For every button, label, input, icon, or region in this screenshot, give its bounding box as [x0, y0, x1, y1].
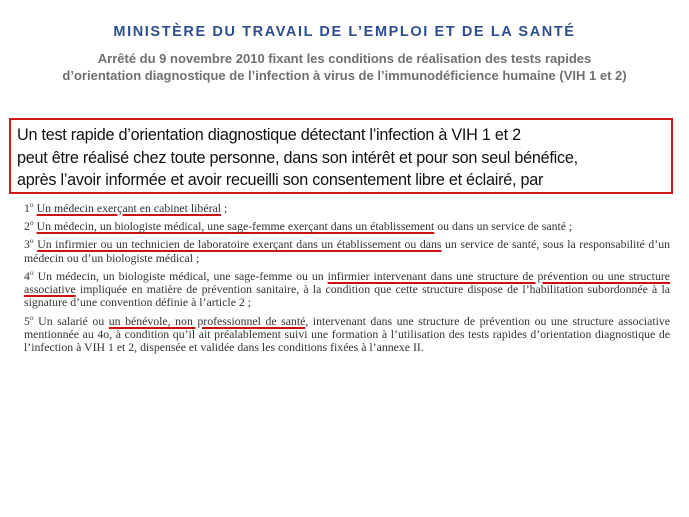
item-text: ou dans un service de santé ;: [434, 219, 573, 234]
ministry-title: MINISTÈRE DU TRAVAIL DE L’EMPLOI ET DE LA SANTÉ: [113, 24, 576, 40]
list-item-2: [24, 216, 670, 233]
list-item-3: [24, 234, 670, 265]
item-ordinal: o: [29, 236, 34, 246]
underlined-text: Un médecin, un biologiste médical, une sage-femme exerçant dans un établissement: [36, 219, 435, 234]
decree-title-line-2: d’orientation diagnostique de l’infection à virus de l’immunodéficience humaine (VIH 1 et 2): [62, 68, 627, 83]
callout-line-2: peut être réalisé chez toute personne, dans son intérêt et pour son seul bénéfice,: [17, 148, 578, 167]
underlined-text: Un infirmier ou un technicien de laboratoire exerçant dans un établissement ou dans: [37, 237, 442, 252]
list-item-5: [24, 311, 670, 355]
item-text: un service de santé, sous la responsabilité d’un médecin ou d’un biologiste médical ;: [24, 237, 671, 265]
list-item-4: [24, 266, 670, 310]
item-number: 5: [24, 313, 30, 328]
item-ordinal: o: [29, 267, 34, 277]
item-number: 1: [24, 200, 30, 215]
underlined-text: infirmier intervenant dans une structure de prévention ou une structure associative: [24, 268, 671, 297]
callout-line-1: Un test rapide d’orientation diagnostique détectant l’infection à VIH 1 et 2: [17, 126, 521, 144]
item-text: Un salarié ou: [33, 313, 109, 328]
item-ordinal: o: [29, 200, 34, 209]
item-text: Un médecin, un biologiste médical, une sage-femme ou un: [33, 268, 328, 283]
item-ordinal: o: [29, 218, 34, 228]
underlined-text: Un médecin exerçant en cabinet libéral: [36, 200, 222, 215]
item-text: , intervenant dans une structure de prévention ou une structure associative mentionnée au 4o, à condition qu’il ait préalablement suivi une formation à l’utilisation des tests rapides d’orientation diagnostique de l’infection à VIH 1 et 2, dispensée et validée dans les conditions fixées à l’annexe II.: [24, 313, 671, 355]
decree-title-line-1: Arrêté du 9 novembre 2010 fixant les conditions de réalisation des tests rapides: [97, 51, 592, 66]
callout-line-3: après l’avoir informée et avoir recueilli son consentement libre et éclairé, par: [17, 171, 544, 189]
decree-title: [0, 50, 689, 84]
item-text: ;: [221, 200, 228, 215]
list-item-1: [24, 198, 670, 215]
decree-body: [24, 198, 670, 356]
item-text: impliquée en matière de prévention sanitaire, à la condition que cette structure dispose de l’habilitation subordonnée à la signature d’une convention définie à l’article 2 ;: [24, 282, 670, 310]
underlined-text: un bénévole, non professionnel de santé: [108, 313, 306, 328]
item-ordinal: o: [29, 312, 34, 322]
item-number: 2: [24, 219, 30, 234]
item-number: 4: [24, 268, 30, 283]
item-number: 3: [24, 237, 30, 252]
callout-box: [9, 118, 673, 194]
